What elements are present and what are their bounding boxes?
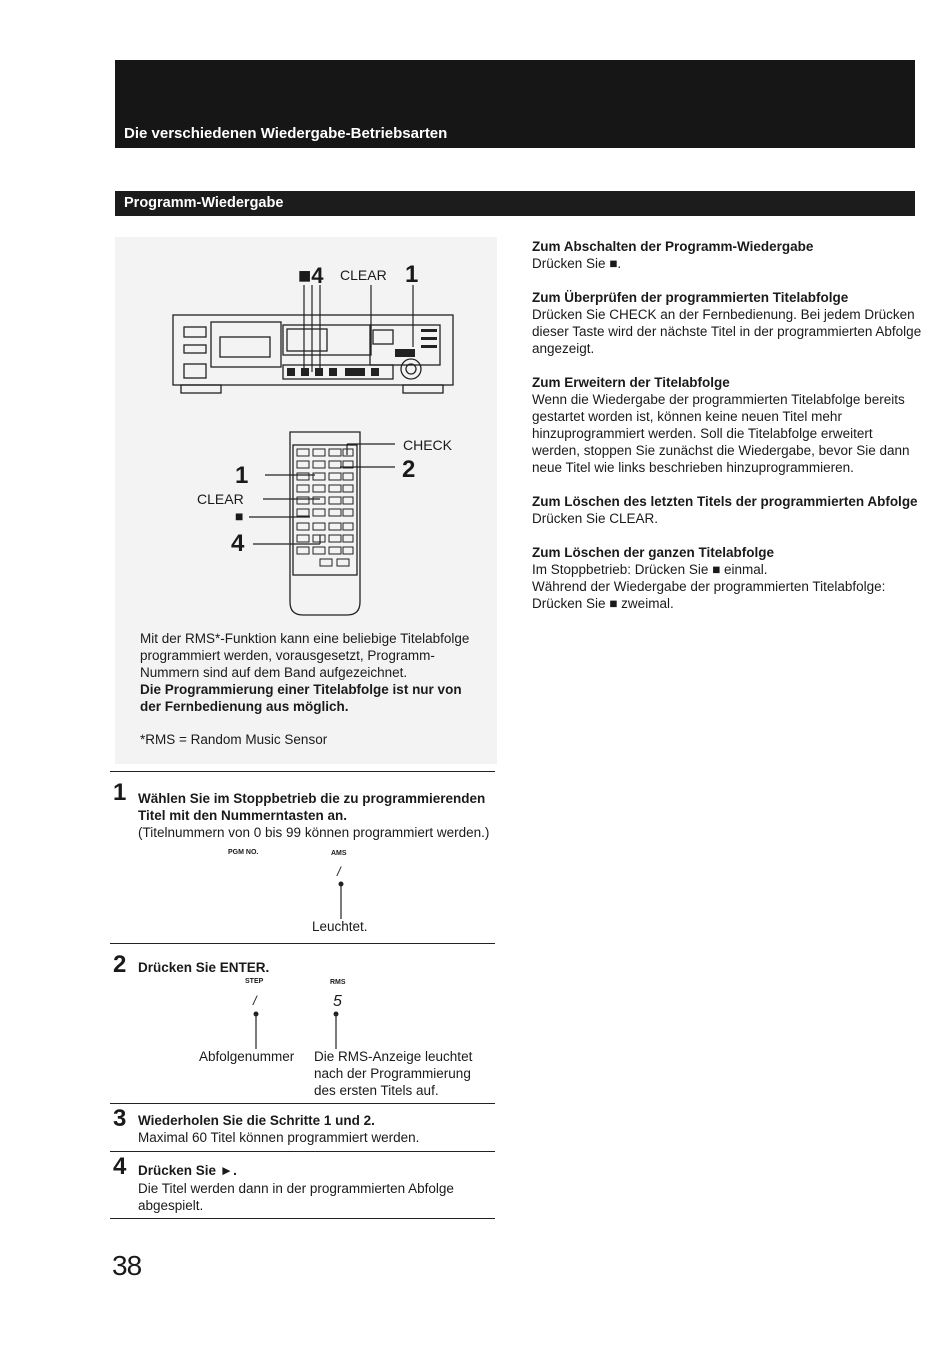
step-number: 4 — [113, 1153, 127, 1180]
label-clear-remote: CLEAR — [197, 491, 244, 507]
intro-text: Mit der RMS*-Funktion kann eine beliebige Titelabfolge programmiert werden, vorausgesetzt, Programm-Nummern sind auf dem Band aufgezeichnet. — [140, 631, 470, 680]
illustration-panel — [115, 237, 497, 764]
step-title: Wiederholen Sie die Schritte 1 und 2. — [138, 1113, 375, 1128]
display-caption-step: Abfolgenummer — [199, 1049, 295, 1064]
heading-stop-program: Zum Abschalten der Programm-Wiedergabe — [532, 239, 814, 254]
display-digit-rms: 5 — [333, 993, 342, 1010]
page-number: 38 — [112, 1250, 142, 1281]
step-title: Wählen Sie im Stoppbetrieb die zu programmierenden Titel mit den Nummerntasten an. — [138, 791, 486, 823]
step-body: (Titelnummern von 0 bis 99 können programmiert werden.) — [138, 825, 490, 840]
heading-check-program: Zum Überprüfen der programmierten Titelabfolge — [532, 290, 849, 305]
display-label-step: STEP — [245, 978, 264, 985]
figure-intro — [140, 630, 480, 715]
section-title: Die verschiedenen Wiedergabe-Betriebsarten — [124, 125, 448, 142]
label-stop-four: ■4 — [298, 263, 324, 288]
display-digit: / — [337, 864, 341, 879]
display-pointer-rms — [331, 1009, 341, 1049]
text-check-program: Drücken Sie CHECK an der Fernbedienung. Bei jedem Drücken dieser Taste wird der nächste Titel in der programmierten Abfolge angezeigt. — [532, 307, 922, 356]
display-pointer — [336, 879, 346, 919]
text-stop-program: Drücken Sie ■. — [532, 256, 622, 271]
display-label-pgm: PGM NO. — [228, 849, 259, 856]
label-stop-remote: ■ — [235, 508, 244, 524]
text-clear-last: Drücken Sie CLEAR. — [532, 511, 659, 526]
subsection-title: Programm-Wiedergabe — [124, 195, 284, 211]
display-pointer-step — [251, 1009, 261, 1049]
heading-clear-all: Zum Löschen der ganzen Titelabfolge — [532, 545, 775, 560]
text-clear-all: Im Stoppbetrieb: Drücken Sie ■ einmal. — [532, 562, 768, 577]
label-clear-deck: CLEAR — [340, 267, 387, 283]
heading-clear-last: Zum Löschen des letzten Titels der programmierten Abfolge — [532, 494, 918, 509]
heading-extend-program: Zum Erweitern der Titelabfolge — [532, 375, 730, 390]
label-one-remote: 1 — [235, 462, 249, 489]
step-body: Die Titel werden dann in der programmierten Abfolge abgespielt. — [138, 1181, 454, 1213]
step-2 — [110, 943, 495, 1103]
rule-end — [110, 1218, 495, 1219]
section-header-bar — [115, 60, 915, 148]
text-extend-program: Wenn die Wiedergabe der programmierten Titelabfolge bereits gestartet worden ist, können keine neuen Titel mehr hinzuprogrammiert werden. Soll die Titelabfolge erweitert werden, stoppen Sie zunächst die Wiedergabe, bevor Sie dann neue Titel wie links beschrieben hinzuprogrammieren. — [532, 392, 910, 475]
intro-bold-text: Die Programmierung einer Titelabfolge ist nur von der Fernbedienung aus möglich. — [140, 682, 462, 714]
text-clear-all-playback: Während der Wiedergabe der programmierten Titelabfolge: Drücken Sie ■ zweimal. — [532, 579, 886, 611]
deck-button-row — [287, 329, 437, 376]
label-two: 2 — [402, 456, 416, 483]
display-caption: Leuchtet. — [312, 919, 368, 934]
step-number: 3 — [113, 1105, 127, 1132]
deck-and-remote-illustration — [115, 237, 497, 627]
step-3 — [110, 1103, 495, 1151]
step-number: 2 — [113, 951, 127, 978]
step-title: Drücken Sie ENTER. — [138, 960, 270, 975]
step-1 — [110, 771, 495, 943]
display-digit-step: / — [253, 993, 257, 1008]
right-column — [532, 238, 922, 629]
rms-footnote: *RMS = Random Music Sensor — [140, 732, 328, 747]
subsection-header-bar — [115, 191, 915, 216]
label-four-remote: 4 — [231, 530, 245, 557]
label-one-deck: 1 — [405, 261, 419, 288]
label-check: CHECK — [403, 437, 453, 453]
step-body: Maximal 60 Titel können programmiert werden. — [138, 1130, 420, 1145]
display-caption-rms: Die RMS-Anzeige leuchtet nach der Programmierung des ersten Titels auf. — [314, 1049, 473, 1098]
step-4 — [110, 1151, 495, 1218]
display-label-ams: AMS — [331, 850, 347, 857]
step-title: Drücken Sie ►. — [138, 1163, 237, 1178]
display-label-rms: RMS — [330, 979, 346, 986]
step-number: 1 — [113, 779, 127, 806]
